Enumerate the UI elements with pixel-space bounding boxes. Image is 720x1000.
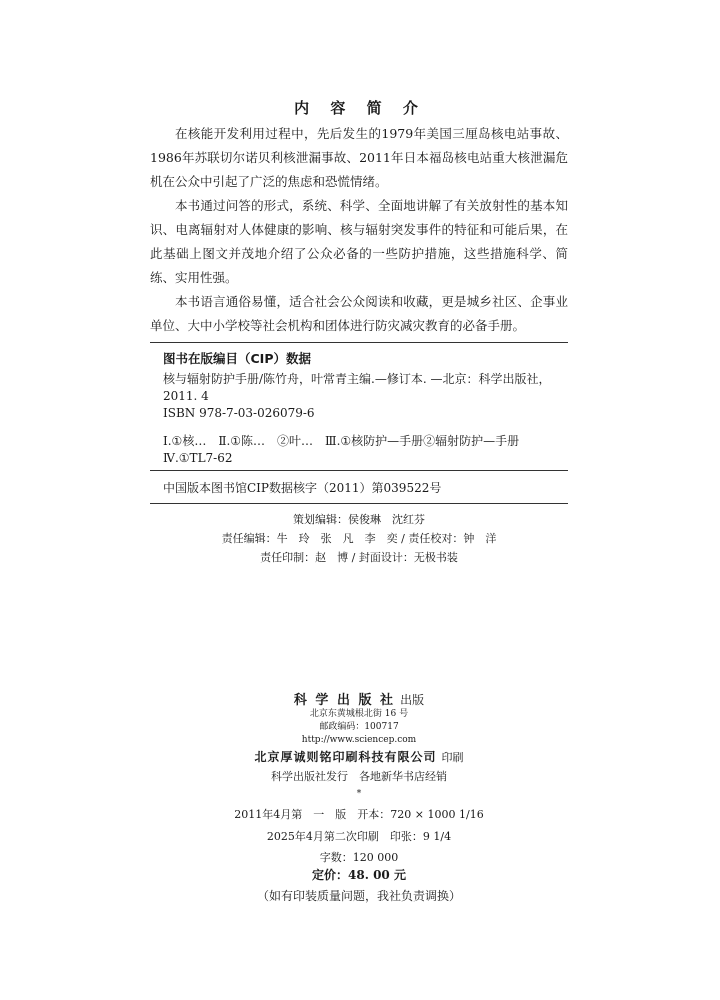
separator-star: * (356, 789, 362, 799)
publisher-address: 北京东黄城根北街 16 号 (309, 709, 409, 719)
publisher-line (150, 689, 568, 708)
printer-name: 北京厚诚则铭印刷科技有限公司 (254, 750, 437, 764)
summary-paragraph: 本书语言通俗易懂，适合社会公众阅读和收藏，更是城乡社区、企事业单位、大中小学校等社会机构和团体进行防灾减灾教育的必备手册。 (150, 294, 568, 333)
section-title: 内 容 简 介 (294, 99, 426, 117)
distribution-line: 科学出版社发行 各地新华书店经销 (271, 770, 447, 783)
publisher-name: 科 学 出 版 社 (293, 693, 395, 708)
credit-line: 策划编辑：侯俊琳 沈红芬 (293, 513, 425, 526)
publisher-url: http://www.sciencep.com (301, 735, 417, 745)
printer-suffix: 印刷 (441, 751, 464, 764)
divider (150, 503, 568, 504)
cip-citation: 核与辐射防护手册/陈竹舟，叶常青主编.—修订本. —北京：科学出版社，2011. 4 (163, 372, 551, 403)
quality-notice: （如有印装质量问题，我社负责调换） (256, 889, 461, 903)
summary-paragraph: 本书通过问答的形式，系统、科学、全面地讲解了有关放射性的基本知识、电离辐射对人体健康的影响、核与辐射突发事件的特征和可能后果，在此基础上图文并茂地介绍了公众必备的一些防护措施，这些措施科学、简练、实用性强。 (150, 198, 568, 285)
divider (150, 470, 568, 471)
cip-classification: Ⅰ.①核… Ⅱ.①陈… ②叶… Ⅲ.①核防护—手册②辐射防护—手册 Ⅳ.①TL7-62 (163, 434, 532, 465)
credit-line: 责任编辑：牛 玲 张 凡 李 奕 / 责任校对：钟 洋 (221, 532, 497, 545)
cip-record: 中国版本图书馆CIP数据核字（2011）第039522号 (163, 481, 442, 495)
price: 定价：48. 00 元 (312, 868, 406, 882)
printer-line (150, 746, 568, 765)
cip-isbn: ISBN 978-7-03-026079-6 (163, 406, 315, 420)
word-count: 字数：120 000 (319, 851, 399, 864)
printing-line: 2025年4月第二次印刷 印张：9 1/4 (266, 830, 452, 843)
summary-text (150, 122, 568, 338)
summary-paragraph: 在核能开发利用过程中，先后发生的1979年美国三厘岛核电站事故、1986年苏联切尔诺贝利核泄漏事故、2011年日本福岛核电站重大核泄漏危机在公众中引起了广泛的焦虑和恐慌情绪。 (150, 126, 568, 189)
divider (150, 342, 568, 343)
cip-heading: 图书在版编目（CIP）数据 (163, 351, 311, 366)
edition-line: 2011年4月第 一 版 开本：720 × 1000 1/16 (234, 808, 484, 821)
publisher-postcode: 邮政编码：100717 (319, 722, 399, 732)
credits-block (150, 510, 568, 567)
credit-line: 责任印制：赵 博 / 封面设计：无极书装 (260, 551, 458, 564)
publisher-suffix: 出版 (400, 693, 425, 707)
